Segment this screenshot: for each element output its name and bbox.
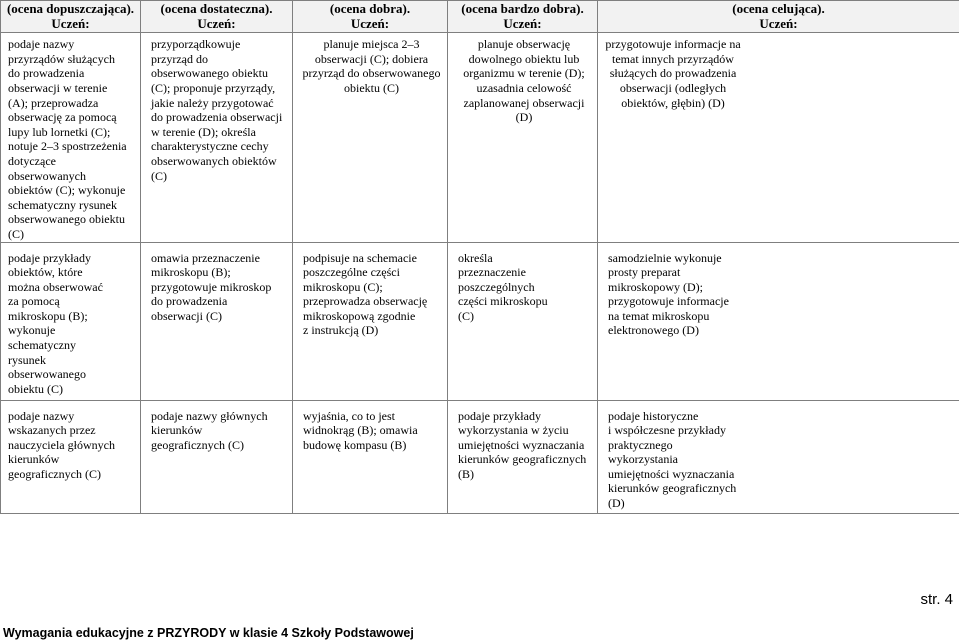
grade-header-row bbox=[1, 1, 959, 33]
student-label: Uczeń: bbox=[503, 15, 542, 31]
table-cell: podaje historyczne i współczesne przykłady praktycznego wykorzystania umiejętności wyznaczania kierunków geograficznych (D) bbox=[598, 400, 959, 513]
table-cell: planuje miejsca 2–3 obserwacji (C); dobiera przyrząd do obserwowanego obiektu (C) bbox=[293, 33, 448, 242]
table-cell: podaje nazwy głównych kierunków geograficznych (C) bbox=[141, 400, 293, 513]
table-cell bbox=[598, 33, 959, 242]
table-cell: podaje przykłady obiektów, które można obserwować za pomocą mikroskopu (B); wykonuje schematyczny rysunek obserwowanego obiektu (C) bbox=[1, 242, 141, 400]
header-grade-5 bbox=[598, 1, 959, 33]
table-cell: podaje przykłady wykorzystania w życiu umiejętności wyznaczania kierunków geograficznych (B) bbox=[448, 400, 598, 513]
page-footer: Wymagania edukacyjne z PRZYRODY w klasie 4 Szkoły Podstawowej bbox=[3, 626, 414, 640]
table-cell: planuje obserwację dowolnego obiektu lub organizmu w terenie (D); uzasadnia celowość zaplanowanej obserwacji (D) bbox=[448, 33, 598, 242]
grade-label: (ocena bardzo dobra). bbox=[461, 1, 584, 16]
table-cell: podaje nazwy przyrządów służących do prowadzenia obserwacji w terenie (A); przeprowadza obserwację za pomocą lupy lub lornetki (C); notuje 2–3 spostrzeżenia dotyczące obserwowanych obiektów (C); wykonuje schematyczny rysunek obserwowanego obiektu (C) bbox=[1, 33, 141, 242]
table-row bbox=[1, 400, 959, 513]
page-number: str. 4 bbox=[920, 591, 953, 608]
table-cell: przyporządkowuje przyrząd do obserwowanego obiektu (C); proponuje przyrządy, jakie należy przygotować do prowadzenia obserwacji w terenie (D); określa charakterystyczne cechy obserwowanych obiektów (C) bbox=[141, 33, 293, 242]
student-label: Uczeń: bbox=[350, 15, 390, 31]
student-label: Uczeń: bbox=[51, 15, 90, 31]
table-cell: samodzielnie wykonuje prosty preparat mikroskopowy (D); przygotowuje informacje na temat mikroskopu elektronowego (D) bbox=[598, 242, 959, 400]
table-row bbox=[1, 33, 959, 242]
header-grade-4 bbox=[448, 1, 598, 33]
table-cell: podaje nazwy wskazanych przez nauczyciela głównych kierunków geograficznych (C) bbox=[1, 400, 141, 513]
grade-label: (ocena celująca). bbox=[732, 1, 825, 16]
table-row bbox=[1, 242, 959, 400]
table-cell: podpisuje na schemacie poszczególne części mikroskopu (C); przeprowadza obserwację mikroskopową zgodnie z instrukcją (D) bbox=[293, 242, 448, 400]
header-grade-2 bbox=[141, 1, 293, 33]
grade-label: (ocena dopuszczająca). bbox=[6, 1, 135, 16]
table-cell: wyjaśnia, co to jest widnokrąg (B); omawia budowę kompasu (B) bbox=[293, 400, 448, 513]
grade-label: (ocena dostateczna). bbox=[160, 1, 273, 16]
grade-label: (ocena dobra). bbox=[329, 1, 411, 16]
cell-text: przygotowuje informacje na temat innych przyrządów służących do prowadzenia obserwacji (odległych obiektów, głębin) (D) bbox=[605, 37, 741, 110]
table-cell: określa przeznaczenie poszczególnych części mikroskopu (C) bbox=[448, 242, 598, 400]
table-cell: omawia przeznaczenie mikroskopu (B); przygotowuje mikroskop do prowadzenia obserwacji (C) bbox=[141, 242, 293, 400]
student-label: Uczeń: bbox=[197, 15, 236, 31]
student-label: Uczeń: bbox=[759, 15, 798, 31]
header-grade-3 bbox=[293, 1, 448, 33]
header-grade-1 bbox=[1, 1, 141, 33]
